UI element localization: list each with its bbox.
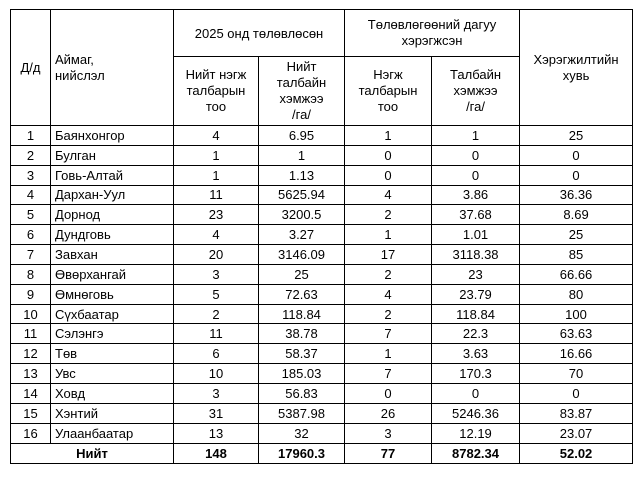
cell-rate: 16.66: [520, 344, 633, 364]
header-planned-count-l2: талбарын: [186, 83, 246, 98]
cell-aimag: Булган: [51, 145, 174, 165]
cell-planned-count: 5: [174, 284, 259, 304]
table-row: [11, 185, 633, 205]
cell-aimag: Баянхонгор: [51, 126, 174, 146]
cell-exec-count: 0: [345, 165, 432, 185]
cell-planned-count: 3: [174, 264, 259, 284]
cell-exec-area: 23: [432, 264, 520, 284]
cell-planned-area: 1.13: [259, 165, 345, 185]
cell-planned-area: 3200.5: [259, 205, 345, 225]
header-executed-line1: Төлөвлөгөөний дагуу: [367, 17, 497, 32]
header-exec-count: [345, 57, 432, 126]
header-exec-count-l3: тоо: [377, 99, 399, 114]
cell-exec-area: 12.19: [432, 423, 520, 443]
cell-planned-area: 32: [259, 423, 345, 443]
cell-planned-count: 11: [174, 324, 259, 344]
header-rate: [520, 10, 633, 126]
cell-exec-count: 4: [345, 284, 432, 304]
cell-num: 2: [11, 145, 51, 165]
cell-exec-count: 17: [345, 245, 432, 265]
header-rate-line2: хувь: [562, 67, 590, 83]
cell-rate: 0: [520, 383, 633, 403]
cell-planned-area: 1: [259, 145, 345, 165]
cell-aimag: Дархан-Уул: [51, 185, 174, 205]
cell-exec-area: 3118.38: [432, 245, 520, 265]
cell-rate: 80: [520, 284, 633, 304]
cell-exec-area: 118.84: [432, 304, 520, 324]
header-planned-area-l3: хэмжээ: [279, 91, 324, 106]
cell-exec-area: 22.3: [432, 324, 520, 344]
cell-rate: 25: [520, 225, 633, 245]
header-exec-area-l3: /га/: [466, 99, 485, 114]
header-exec-area-l2: хэмжээ: [453, 83, 498, 98]
cell-aimag: Дундговь: [51, 225, 174, 245]
table-row: [11, 205, 633, 225]
table-row: [11, 304, 633, 324]
cell-planned-area: 6.95: [259, 126, 345, 146]
total-planned-count: 148: [174, 443, 259, 463]
total-exec-count: 77: [345, 443, 432, 463]
cell-exec-count: 2: [345, 264, 432, 284]
cell-num: 12: [11, 344, 51, 364]
cell-exec-area: 1: [432, 126, 520, 146]
header-rate-line1: Хэрэгжилтийн: [533, 51, 619, 67]
cell-num: 15: [11, 403, 51, 423]
table-row: [11, 165, 633, 185]
header-planned-area-l4: /га/: [292, 107, 311, 122]
cell-exec-area: 3.86: [432, 185, 520, 205]
header-planned-count-l3: тоо: [205, 99, 227, 114]
cell-exec-area: 3.63: [432, 344, 520, 364]
cell-exec-count: 2: [345, 304, 432, 324]
cell-num: 13: [11, 364, 51, 384]
table-row: [11, 145, 633, 165]
cell-rate: 85: [520, 245, 633, 265]
cell-num: 1: [11, 126, 51, 146]
table-row: [11, 364, 633, 384]
cell-planned-count: 1: [174, 165, 259, 185]
total-row: [11, 443, 633, 463]
cell-rate: 83.87: [520, 403, 633, 423]
cell-num: 4: [11, 185, 51, 205]
cell-aimag: Увс: [51, 364, 174, 384]
cell-planned-area: 118.84: [259, 304, 345, 324]
cell-rate: 0: [520, 165, 633, 185]
table-row: [11, 126, 633, 146]
cell-planned-area: 5625.94: [259, 185, 345, 205]
cell-exec-area: 170.3: [432, 364, 520, 384]
cell-planned-count: 23: [174, 205, 259, 225]
cell-exec-area: 0: [432, 165, 520, 185]
cell-aimag: Улаанбаатар: [51, 423, 174, 443]
cell-exec-area: 5246.36: [432, 403, 520, 423]
cell-exec-area: 0: [432, 383, 520, 403]
cell-planned-count: 4: [174, 126, 259, 146]
cell-planned-area: 56.83: [259, 383, 345, 403]
cell-exec-count: 1: [345, 225, 432, 245]
cell-aimag: Хэнтий: [51, 403, 174, 423]
header-planned-count-l1: Нийт нэгж: [185, 67, 247, 82]
cell-exec-area: 37.68: [432, 205, 520, 225]
cell-num: 8: [11, 264, 51, 284]
cell-rate: 66.66: [520, 264, 633, 284]
cell-exec-count: 26: [345, 403, 432, 423]
cell-rate: 25: [520, 126, 633, 146]
cell-aimag: Өмнөговь: [51, 284, 174, 304]
cell-planned-area: 58.37: [259, 344, 345, 364]
table-row: [11, 225, 633, 245]
total-exec-area: 8782.34: [432, 443, 520, 463]
cell-planned-count: 31: [174, 403, 259, 423]
cell-planned-count: 6: [174, 344, 259, 364]
header-executed-line2: хэрэгжсэн: [401, 33, 463, 48]
total-planned-area: 17960.3: [259, 443, 345, 463]
header-aimag-line1: Аймаг,: [55, 51, 94, 67]
cell-rate: 0: [520, 145, 633, 165]
cell-planned-area: 3146.09: [259, 245, 345, 265]
cell-planned-count: 4: [174, 225, 259, 245]
cell-planned-count: 3: [174, 383, 259, 403]
table-row: [11, 284, 633, 304]
cell-aimag: Сэлэнгэ: [51, 324, 174, 344]
cell-planned-count: 2: [174, 304, 259, 324]
cell-planned-area: 185.03: [259, 364, 345, 384]
cell-aimag: Сүхбаатар: [51, 304, 174, 324]
cell-planned-area: 72.63: [259, 284, 345, 304]
cell-planned-area: 3.27: [259, 225, 345, 245]
cell-planned-area: 38.78: [259, 324, 345, 344]
cell-aimag: Өвөрхангай: [51, 264, 174, 284]
header-aimag-line2: нийслэл: [55, 67, 105, 83]
cell-exec-count: 7: [345, 324, 432, 344]
cell-exec-area: 23.79: [432, 284, 520, 304]
cell-planned-count: 13: [174, 423, 259, 443]
cell-rate: 100: [520, 304, 633, 324]
cell-num: 9: [11, 284, 51, 304]
header-planned: 2025 онд төлөвлөсөн: [174, 10, 345, 57]
cell-rate: 70: [520, 364, 633, 384]
header-planned-area-l1: Нийт: [286, 59, 317, 74]
header-aimag: [51, 10, 174, 126]
implementation-table: [10, 9, 633, 464]
cell-exec-count: 1: [345, 344, 432, 364]
cell-exec-count: 1: [345, 126, 432, 146]
table-row: [11, 245, 633, 265]
table-row: [11, 344, 633, 364]
cell-rate: 36.36: [520, 185, 633, 205]
cell-planned-count: 11: [174, 185, 259, 205]
header-planned-area-l2: талбайн: [276, 75, 327, 90]
header-exec-count-l1: Нэгж: [373, 67, 403, 82]
header-exec-count-l2: талбарын: [358, 83, 418, 98]
cell-exec-count: 4: [345, 185, 432, 205]
cell-num: 3: [11, 165, 51, 185]
header-executed: [345, 10, 520, 57]
cell-exec-count: 0: [345, 145, 432, 165]
cell-exec-count: 7: [345, 364, 432, 384]
header-exec-area: [432, 57, 520, 126]
cell-rate: 23.07: [520, 423, 633, 443]
cell-aimag: Говь-Алтай: [51, 165, 174, 185]
cell-planned-count: 1: [174, 145, 259, 165]
cell-exec-area: 1.01: [432, 225, 520, 245]
table-row: [11, 423, 633, 443]
cell-aimag: Завхан: [51, 245, 174, 265]
cell-aimag: Төв: [51, 344, 174, 364]
cell-exec-count: 3: [345, 423, 432, 443]
cell-num: 14: [11, 383, 51, 403]
cell-aimag: Дорнод: [51, 205, 174, 225]
table-row: [11, 264, 633, 284]
cell-num: 10: [11, 304, 51, 324]
total-rate: 52.02: [520, 443, 633, 463]
cell-exec-count: 0: [345, 383, 432, 403]
cell-num: 6: [11, 225, 51, 245]
table-row: [11, 324, 633, 344]
cell-rate: 63.63: [520, 324, 633, 344]
cell-planned-area: 5387.98: [259, 403, 345, 423]
cell-num: 7: [11, 245, 51, 265]
cell-exec-count: 2: [345, 205, 432, 225]
header-planned-area: [259, 57, 345, 126]
header-planned-count: [174, 57, 259, 126]
table-body: [11, 126, 633, 444]
cell-num: 5: [11, 205, 51, 225]
cell-rate: 8.69: [520, 205, 633, 225]
header-num: Д/д: [11, 10, 51, 126]
cell-exec-area: 0: [432, 145, 520, 165]
total-label: Нийт: [11, 443, 174, 463]
cell-planned-count: 20: [174, 245, 259, 265]
table-row: [11, 403, 633, 423]
cell-planned-area: 25: [259, 264, 345, 284]
cell-num: 11: [11, 324, 51, 344]
cell-planned-count: 10: [174, 364, 259, 384]
cell-num: 16: [11, 423, 51, 443]
cell-aimag: Ховд: [51, 383, 174, 403]
header-exec-area-l1: Талбайн: [450, 67, 502, 82]
table-row: [11, 383, 633, 403]
